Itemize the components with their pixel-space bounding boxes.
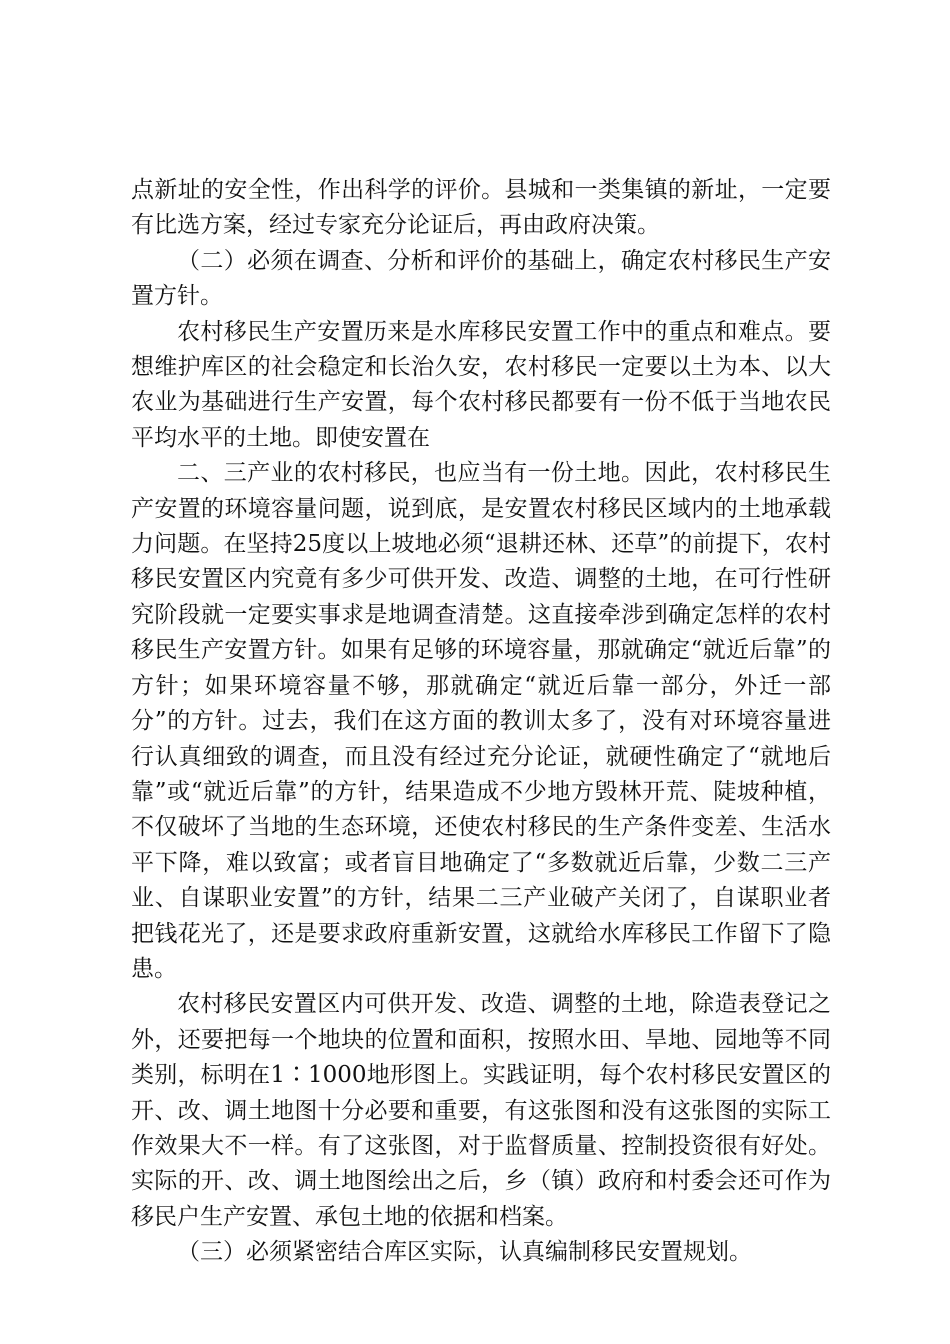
section-heading-3: （三）必须紧密结合库区实际，认真编制移民安置规划。 — [177, 1239, 752, 1266]
paragraph-environmental-capacity: 二、三产业的农村移民，也应当有一份土地。因此，农村移民生产安置的环境容量问题，说到底，是安置农村移民区域内的土地承载力问题。在坚持25度以上坡地必须“退耕还林、还草”的前提下，农村移民安置区内究竟有多少可供开发、改造、调整的土地，在可行性研究阶段就一定要实事求是地调查清楚。这直接牵涉到确定怎样的农村移民生产安置方针。如果有足够的环境容量，那就确定“就近后靠”的方针；如果环境容量不够，那就确定“就近后靠一部分，外迁一部分”的方针。过去，我们在这方面的教训太多了，没有对环境容量进行认真细致的调查，而且没有经过充分论证，就硬性确定了“就地后靠”或“就近后靠”的方针，结果造成不少地方毁林开荒、陡坡种植，不仅破坏了当地的生态环境，还使农村移民的生产条件变差、生活水平下降，难以致富；或者盲目地确定了“多数就近后靠，少数二三产业、自谋职业安置”的方针，结果二三产业破产关闭了，自谋职业者把钱花光了，还是要求政府重新安置，这就给水库移民工作留下了隐患。 — [131, 460, 831, 982]
paragraph-land-map: 农村移民安置区内可供开发、改造、调整的土地，除造表登记之外，还要把每一个地块的位置和面积，按照水田、旱地、园地等不同类别，标明在1∶1000地形图上。实践证明，每个农村移民安置区的开、改、调土地图十分必要和重要，有这张图和没有这张图的实际工作效果大不一样。有了这张图，对于监督质量、控制投资很有好处。实际的开、改、调土地图绘出之后，乡（镇）政府和村委会还可作为移民户生产安置、承包土地的依据和档案。 — [131, 991, 831, 1230]
section-heading-2: （二）必须在调查、分析和评价的基础上，确定农村移民生产安置方针。 — [131, 247, 831, 310]
paragraph-new-site-evaluation: 点新址的安全性，作出科学的评价。县城和一类集镇的新址，一定要有比选方案，经过专家充分论证后，再由政府决策。 — [131, 177, 831, 239]
document-body — [131, 173, 831, 1271]
paragraph-production-resettlement: 农村移民生产安置历来是水库移民安置工作中的重点和难点。要想维护库区的社会稳定和长治久安，农村移民一定要以土为本、以大农业为基础进行生产安置，每个农村移民都要有一份不低于当地农民平均水平的土地。即使安置在 — [131, 318, 831, 451]
